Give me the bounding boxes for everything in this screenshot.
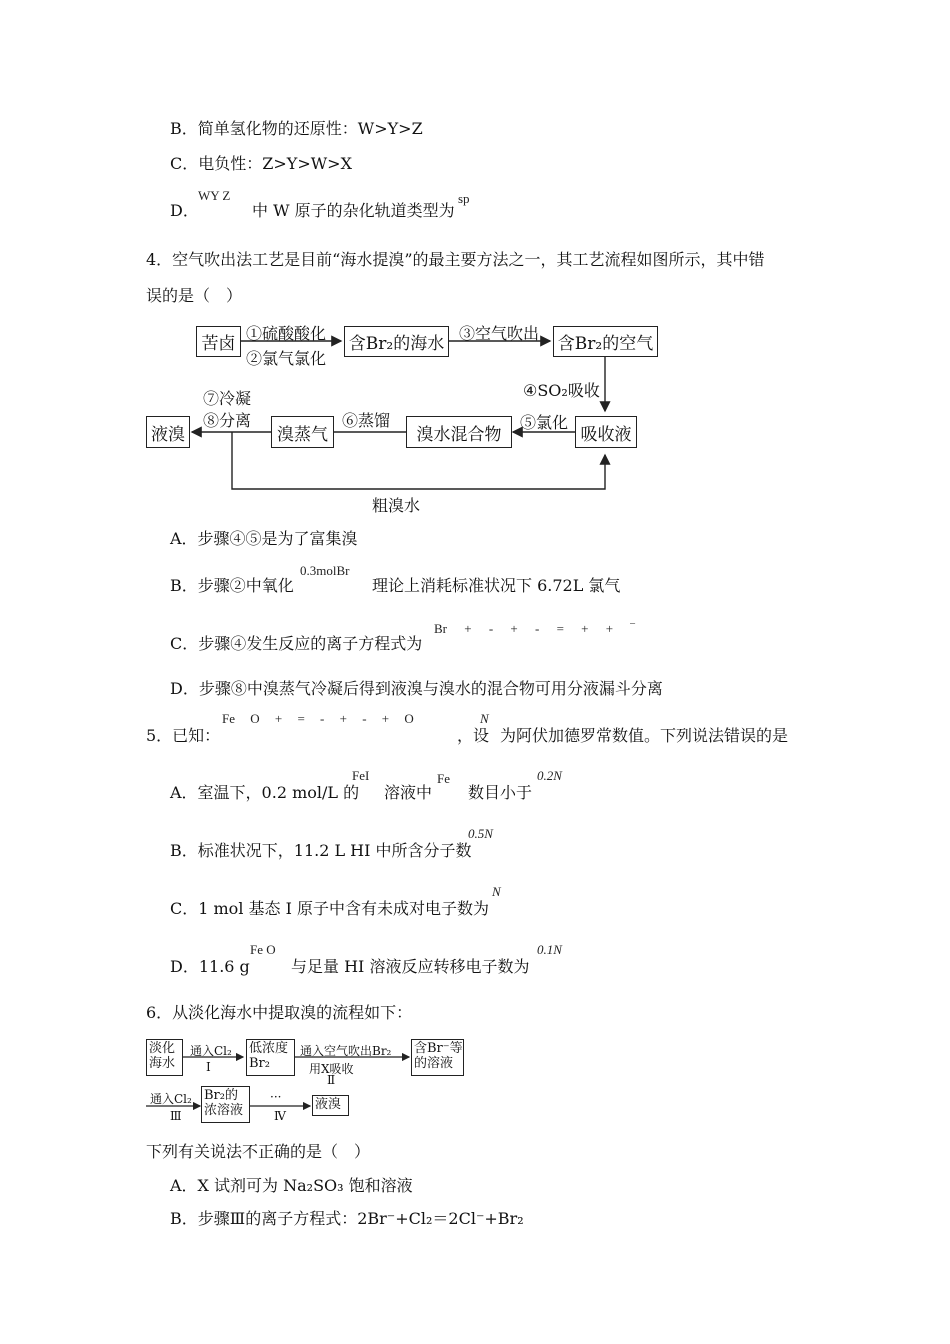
flow-box-br2-seawater: 含Br₂的海水 (344, 326, 449, 357)
flow-box-kulu: 苦卤 (196, 326, 241, 357)
q6-arrow1-bottom: Ⅰ (206, 1060, 211, 1074)
q6-arrow3-bottom: Ⅲ (170, 1109, 182, 1123)
q6-arrow2-bottom2: Ⅱ (327, 1073, 336, 1087)
q5-option-a-f3: 0.2N (537, 768, 562, 783)
flow-step-3: ③空气吹出 (459, 324, 540, 343)
q5-option-c-f: N (492, 884, 501, 899)
flow-box-liquid-bromine: 液溴 (146, 416, 190, 448)
q6-arrow1-top: 通入Cl₂ (190, 1044, 232, 1058)
q3-option-d-text: 中 W 原子的杂化轨道类型为 (252, 201, 455, 220)
flow-step-5: ⑤氯化 (520, 413, 569, 432)
q6-arrow4-top: ··· (270, 1090, 282, 1104)
q5-option-b-a: B．标准状况下，11.2 L HI 中所含分子数 (170, 841, 472, 860)
q6-box2-line1: 低浓度 (249, 1041, 289, 1056)
q5-stem-c: 为阿伏加德罗常数值。下列说法错误的是 (500, 726, 789, 745)
q4-option-c-formula: Br + ‐ + ‐ = + + ‾ (434, 621, 635, 636)
q5-option-a-b: 溶液中 (384, 783, 433, 802)
flow-step-7: ⑦冷凝 (203, 389, 252, 408)
q4-stem-line2: 误的是（ ） (146, 286, 243, 305)
flow-step-1: ①硫酸酸化 (246, 324, 327, 343)
q5-stem-b: ，设 (457, 726, 490, 745)
q6-box1-line1: 淡化 (149, 1041, 176, 1056)
q6-arrow4-bottom: Ⅳ (274, 1109, 286, 1123)
flow-box-bromine-water-mix: 溴水混合物 (406, 416, 512, 448)
q3-option-b: B．简单氢化物的还原性：W>Y>Z (170, 119, 423, 138)
q3-option-d-prefix: D． (170, 201, 199, 220)
q6-box3-line1: 含Br⁻等 (414, 1041, 463, 1056)
q4-stem-line1: 4．空气吹出法工艺是目前“海水提溴”的最主要方法之一，其工艺流程如图所示，其中错 (146, 250, 765, 269)
q6-option-a: A．X 试剂可为 Na₂SO₃ 饱和溶液 (170, 1176, 413, 1195)
q6-question: 下列有关说法不正确的是（ ） (146, 1142, 371, 1161)
q5-stem-a: 5．已知： (146, 726, 221, 745)
flow-box-absorbent: 吸收液 (575, 416, 637, 448)
flow-step-4: ④SO₂吸收 (523, 381, 600, 400)
q6-option-b: B．步骤Ⅲ的离子方程式：2Br⁻+Cl₂＝2Cl⁻+Br₂ (170, 1209, 524, 1228)
q5-stem-na: N (480, 711, 489, 726)
q3-option-d-formula2: sp (458, 191, 470, 206)
q5-option-c-a: C．1 mol 基态 I 原子中含有未成对电子数为 (170, 899, 490, 918)
q3-option-d-formula: WY Z (198, 188, 231, 203)
q6-arrow3-top: 通入Cl₂ (150, 1092, 192, 1106)
q3-option-c: C．电负性：Z>Y>W>X (170, 154, 352, 173)
q6-box-br2-concentrated (201, 1086, 250, 1123)
q5-stem-formula: Fe O + = ‐ + ‐ + O (222, 711, 414, 726)
q5-option-a-c: 数目小于 (468, 783, 533, 802)
q6-arrow2-top: 通入空气吹出Br₂ (300, 1044, 392, 1058)
flow-step-8: ⑧分离 (203, 411, 252, 430)
q6-box-liquid-bromine: 液溴 (312, 1095, 349, 1116)
flow-bottom-label: 粗溴水 (372, 496, 421, 515)
q4-option-c-a: C．步骤④发生反应的离子方程式为 (170, 634, 423, 653)
q4-option-d: D．步骤⑧中溴蒸气冷凝后得到液溴与溴水的混合物可用分液漏斗分离 (170, 679, 663, 698)
flow-step-2: ②氯气氯化 (246, 349, 327, 368)
q4-option-a: A．步骤④⑤是为了富集溴 (170, 529, 358, 548)
q4-option-b-b: 理论上消耗标准状况下 6.72L 氯气 (372, 576, 621, 595)
q4-option-b-formula: 0.3molBr (300, 563, 350, 578)
q6-box-desalinated (146, 1039, 183, 1076)
q6-box1-line2: 海水 (149, 1056, 176, 1071)
flow-box-bromine-vapor: 溴蒸气 (271, 416, 334, 448)
q6-box4-line1: Br₂的 (204, 1088, 238, 1103)
q5-option-d-b: 与足量 HI 溶液反应转移电子数为 (291, 957, 530, 976)
q6-box2-line2: Br₂ (249, 1056, 270, 1071)
q6-box3-line2: 的溶液 (414, 1056, 454, 1071)
q6-box-br-solution (411, 1039, 464, 1076)
q6-box-low-br2 (246, 1039, 295, 1076)
q4-option-b-a: B．步骤②中氧化 (170, 576, 294, 595)
q5-option-d-f1: Fe O (250, 942, 276, 957)
q5-option-a-f2: Fe (437, 771, 450, 786)
q5-option-a-a: A．室温下，0.2 mol/L 的 (170, 783, 360, 802)
q5-option-a-f1: FeI (352, 768, 370, 783)
q5-option-d-f2: 0.1N (537, 942, 562, 957)
q5-option-b-f: 0.5N (468, 826, 493, 841)
q5-option-d-a: D．11.6 g (170, 957, 250, 976)
q6-stem: 6．从淡化海水中提取溴的流程如下： (146, 1003, 413, 1022)
q6-box4-line2: 浓溶液 (204, 1103, 244, 1118)
q6-arrow2-bottom1: 用X吸收 (309, 1062, 354, 1076)
flow-step-6: ⑥蒸馏 (342, 411, 391, 430)
flow-box-br2-air: 含Br₂的空气 (553, 326, 658, 357)
